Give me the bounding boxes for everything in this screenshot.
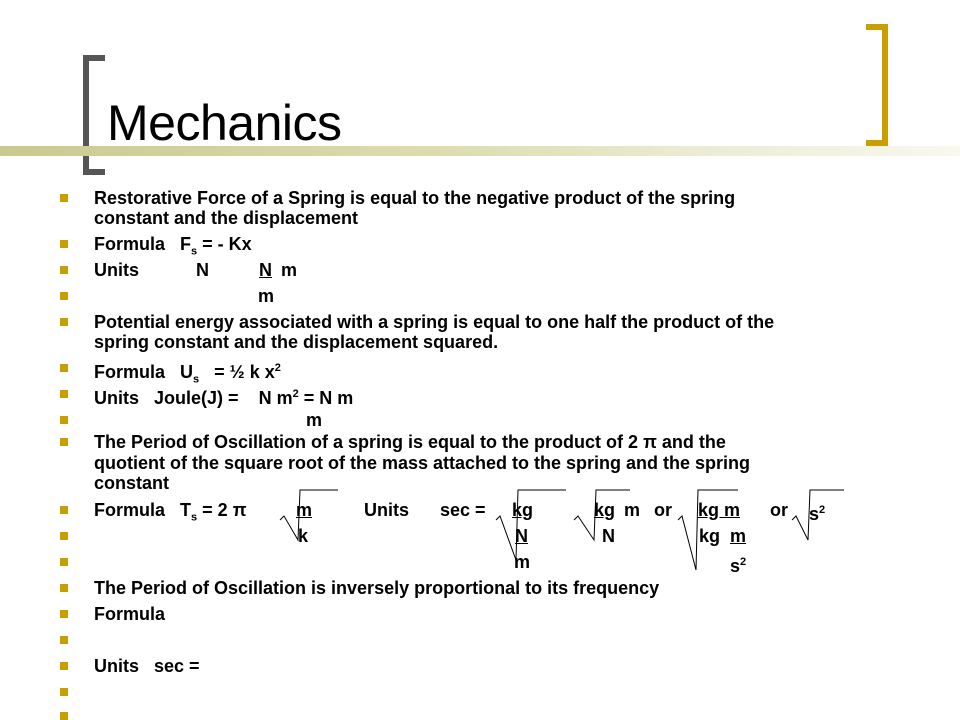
units-simplified: = N m xyxy=(303,388,354,408)
bullet-marker xyxy=(60,584,68,592)
bullet-marker xyxy=(60,240,68,248)
units-newton-meter: N m xyxy=(258,388,293,408)
period-text: The Period of Oscillation of a spring is equal to the product of 2 xyxy=(94,432,639,452)
period-text-end: and the xyxy=(661,432,726,452)
units-exponent: 2 xyxy=(292,388,299,400)
force-subscript: s xyxy=(191,245,198,258)
units-second-squared: $s^2$ xyxy=(809,504,826,524)
bullet-period-frequency: The Period of Oscillation is inversely proportional to its frequency xyxy=(94,578,660,598)
units-newton-denominator: N xyxy=(515,526,528,546)
energy-equation: = ½ k x xyxy=(214,362,275,382)
bullet-marker xyxy=(60,266,68,274)
bullet-marker xyxy=(60,558,68,566)
units-energy-denominator: m xyxy=(306,410,323,430)
bullet-marker xyxy=(60,364,68,372)
bullet-marker xyxy=(60,438,68,446)
bullet-restorative-force-line2: constant and the displacement xyxy=(94,208,359,228)
bullet-units-force: Units xyxy=(94,260,139,280)
units-second-equals: sec = xyxy=(440,500,486,520)
bullet-period-oscillation-line2: quotient of the square root of the mass attached to the spring and the spring xyxy=(94,453,751,473)
units-force-fraction-denominator: m xyxy=(258,286,275,306)
bullet-marker xyxy=(60,712,68,720)
bullet-potential-energy-line1: Potential energy associated with a spring is equal to one half the product of the xyxy=(94,312,775,332)
units-newton-denominator: N xyxy=(602,526,615,546)
bullet-marker xyxy=(60,532,68,540)
energy-symbol: U xyxy=(180,362,194,382)
bullet-formula-frequency: Formula xyxy=(94,604,166,624)
bullet-marker xyxy=(60,688,68,696)
units-label: Units xyxy=(364,500,409,520)
units-kg-denominator: kg xyxy=(699,526,721,546)
units-second-equals: sec = xyxy=(154,656,200,676)
period-subscript: s xyxy=(191,511,198,524)
units-joule: Joule(J) = xyxy=(154,388,239,408)
units-force-fraction-numerator: N xyxy=(259,260,272,280)
period-symbol: T xyxy=(180,500,192,520)
force-symbol: F xyxy=(180,234,192,254)
units-force-meter: m xyxy=(281,260,298,280)
slide-title: Mechanics xyxy=(107,95,342,151)
bullet-marker xyxy=(60,636,68,644)
units-meter-denominator: m xyxy=(514,552,531,572)
units-label: Units xyxy=(94,656,139,676)
units-kg-numerator: kg xyxy=(594,500,616,520)
bullet-units-energy xyxy=(94,384,353,409)
bullet-marker xyxy=(60,194,68,202)
units-or: or xyxy=(770,500,788,520)
pi-symbol: π xyxy=(643,432,657,452)
period-spring-constant-denominator: k xyxy=(298,526,309,546)
bullet-restorative-force-line1: Restorative Force of a Spring is equal to the negative product of the spring xyxy=(94,188,736,208)
formula-label: Formula xyxy=(94,234,166,254)
formula-label: Formula xyxy=(94,362,166,382)
bullet-formula-spring-force xyxy=(94,234,252,263)
bullet-formula-period xyxy=(94,500,247,529)
formula-label: Formula xyxy=(94,500,166,520)
units-kg-numerator: kg xyxy=(512,500,534,520)
bullet-marker xyxy=(60,318,68,326)
energy-subscript: s xyxy=(193,373,200,386)
left-bracket xyxy=(83,55,105,175)
force-equation: = - Kx xyxy=(202,234,252,254)
bullet-marker xyxy=(60,610,68,618)
units-kgm-numerator: kg m xyxy=(698,500,741,520)
units-meter-numerator: m xyxy=(730,526,747,546)
bullet-units-frequency xyxy=(94,656,200,677)
period-mass-numerator: m xyxy=(296,500,313,520)
units-force-newton: N xyxy=(196,260,209,280)
bullet-marker xyxy=(60,506,68,514)
period-equation: = 2 xyxy=(202,500,228,520)
units-meter: m xyxy=(624,500,641,520)
bullet-period-oscillation-line3: constant xyxy=(94,473,170,493)
bullet-marker xyxy=(60,292,68,300)
units-label: Units xyxy=(94,388,139,408)
energy-exponent: 2 xyxy=(274,362,281,374)
units-or: or xyxy=(654,500,672,520)
units-second-squared-denominator: $s^2$ xyxy=(730,556,747,576)
bullet-potential-energy-line2: spring constant and the displacement squared. xyxy=(94,332,499,352)
bullet-marker xyxy=(60,662,68,670)
bullet-marker xyxy=(60,390,68,398)
bullet-marker xyxy=(60,416,68,424)
bullet-period-oscillation-line1 xyxy=(94,432,726,453)
pi-symbol: π xyxy=(232,500,247,520)
right-bracket xyxy=(866,24,888,146)
